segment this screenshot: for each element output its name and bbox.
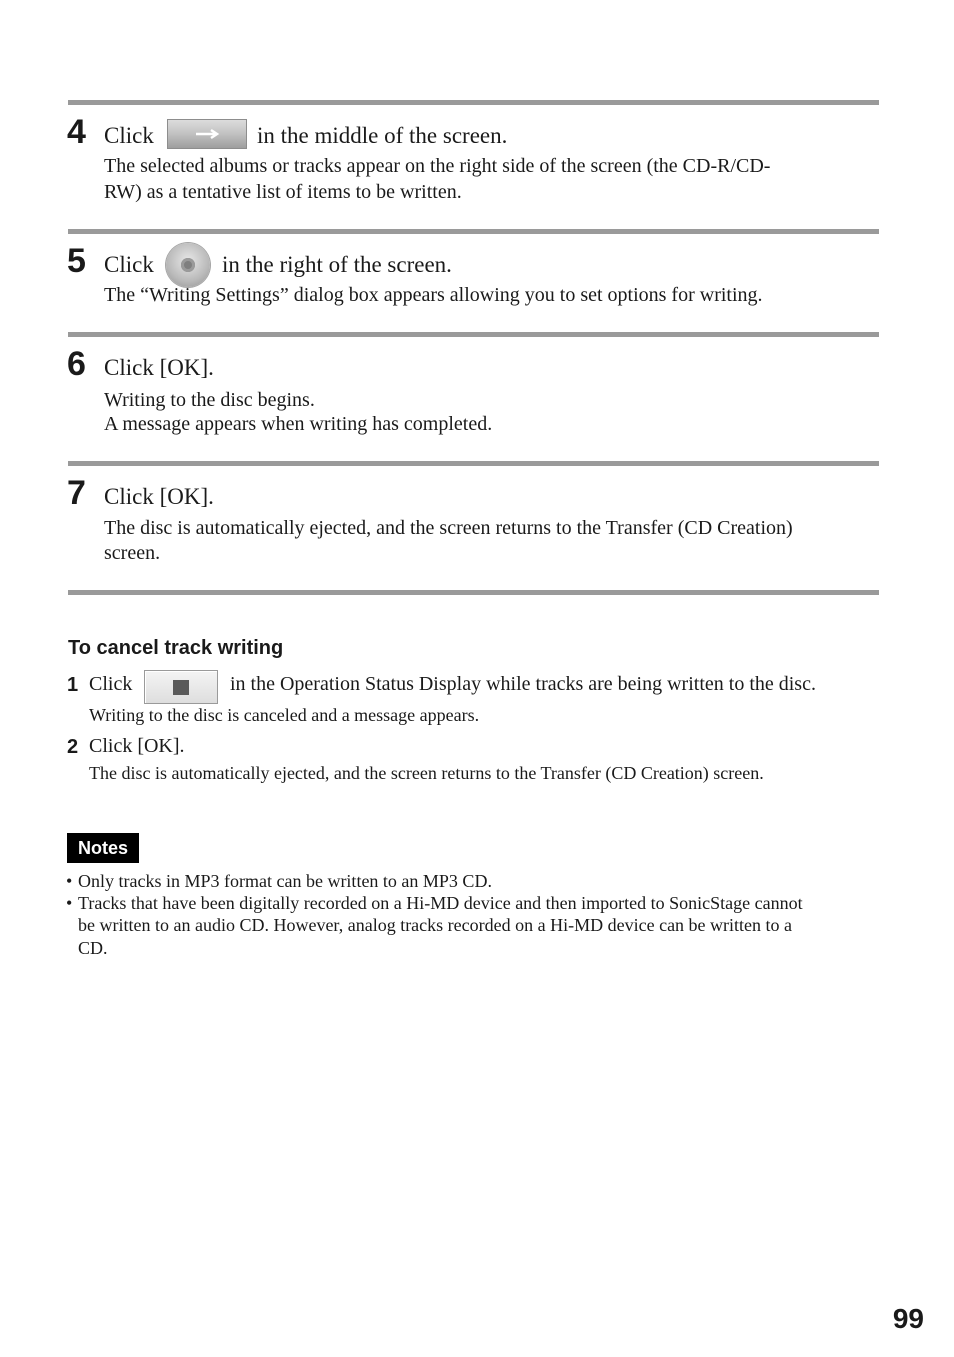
step-description: screen.	[104, 542, 161, 564]
stop-button-icon	[144, 670, 218, 704]
step-number: 6	[67, 345, 86, 383]
step-instruction-tail: in the right of the screen.	[222, 252, 452, 277]
step-instruction-lead: Click [OK].	[104, 484, 214, 509]
bullet-icon: •	[66, 871, 73, 891]
step-description: A message appears when writing has completed.	[104, 413, 493, 435]
bullet-icon: •	[66, 893, 73, 913]
note-text: CD.	[78, 938, 108, 958]
section-heading: To cancel track writing	[68, 637, 284, 659]
substep-instruction-lead: Click	[89, 673, 133, 695]
step-divider	[68, 590, 879, 595]
step-description: Writing to the disc begins.	[104, 389, 315, 411]
arrow-right-button-icon	[167, 119, 247, 149]
step-instruction-lead: Click	[104, 252, 154, 277]
step-divider	[68, 100, 879, 105]
step-description: The selected albums or tracks appear on the right side of the screen (the CD-R/CD-	[104, 155, 771, 177]
step-description: The disc is automatically ejected, and the screen returns to the Transfer (CD Creation)	[104, 517, 793, 539]
notes-badge: Notes	[67, 833, 139, 863]
step-instruction-lead: Click	[104, 123, 154, 148]
substep-instruction-tail: in the Operation Status Display while tracks are being written to the disc.	[230, 673, 816, 695]
substep-number: 1	[67, 674, 79, 696]
page-number: 99	[892, 1303, 924, 1334]
step-instruction-lead: Click [OK].	[104, 355, 214, 380]
substep-number: 2	[67, 736, 79, 758]
substep-description: The disc is automatically ejected, and the screen returns to the Transfer (CD Creation) screen.	[89, 763, 764, 783]
note-text: Only tracks in MP3 format can be written to an MP3 CD.	[78, 871, 492, 891]
step-instruction-tail: in the middle of the screen.	[257, 123, 508, 148]
step-divider	[68, 461, 879, 466]
disc-button-icon	[166, 243, 210, 287]
substep-instruction-lead: Click [OK].	[89, 735, 185, 757]
note-text: Tracks that have been digitally recorded on a Hi-MD device and then imported to SonicStage cannot	[78, 893, 803, 913]
step-number: 5	[67, 242, 86, 280]
step-number: 4	[67, 113, 86, 151]
substep-description: Writing to the disc is canceled and a message appears.	[89, 705, 480, 725]
step-divider	[68, 229, 879, 234]
step-number: 7	[67, 474, 86, 512]
step-description: RW) as a tentative list of items to be written.	[104, 181, 462, 203]
step-description: The “Writing Settings” dialog box appears allowing you to set options for writing.	[104, 284, 763, 306]
note-text: be written to an audio CD. However, analog tracks recorded on a Hi-MD device can be written to a	[78, 915, 793, 935]
step-divider	[68, 332, 879, 337]
